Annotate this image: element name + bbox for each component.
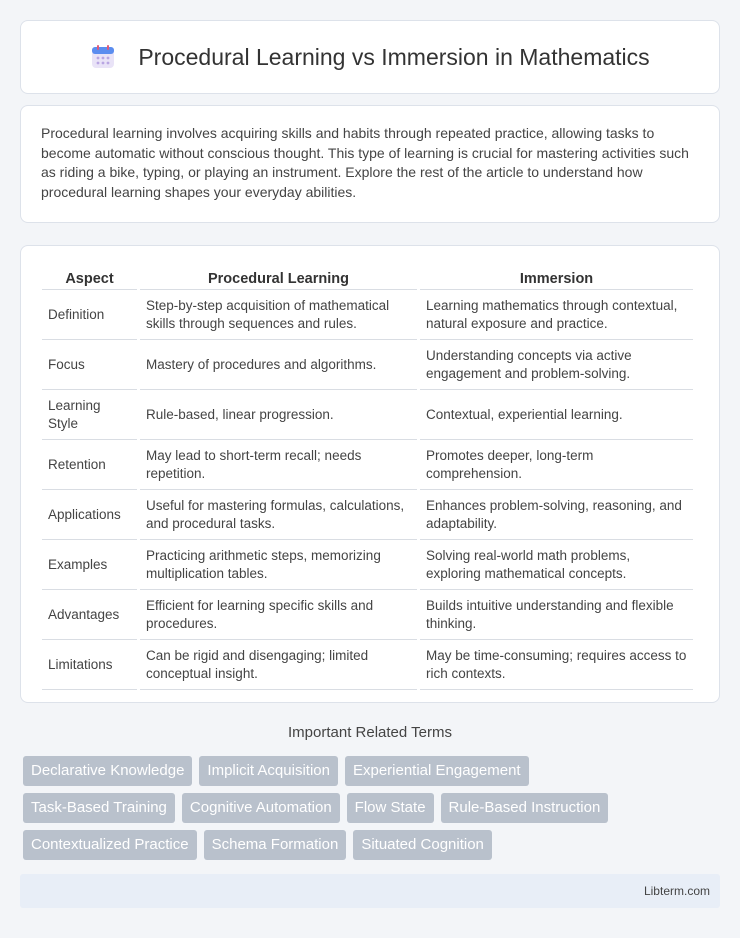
aspect-cell: Learning Style [42,390,137,440]
tag-row [23,793,723,823]
page-title: Procedural Learning vs Immersion in Mathematics [138,43,650,70]
immersion-cell: Enhances problem-solving, reasoning, and adaptability. [420,490,693,540]
table-row [42,440,693,490]
table-row [42,640,693,690]
tag-schema-formation[interactable]: Schema Formation [204,830,347,860]
tag-contextualized-practice[interactable]: Contextualized Practice [23,830,197,860]
tag-experiential-engagement[interactable]: Experiential Engagement [345,756,529,786]
aspect-cell: Applications [42,490,137,540]
table-row [42,390,693,440]
aspect-cell: Focus [42,340,137,390]
procedural-cell: Practicing arithmetic steps, memorizing multiplication tables. [140,540,417,590]
footer [20,874,720,908]
procedural-cell: Rule-based, linear progression. [140,390,417,440]
tag-cognitive-automation[interactable]: Cognitive Automation [182,793,340,823]
tag-implicit-acquisition[interactable]: Implicit Acquisition [199,756,338,786]
intro-text: Procedural learning involves acquiring skills and habits through repeated practice, allowing tasks to become automatic without conscious thought. This type of learning is crucial for mastering activities such as riding a bike, typing, or playing an instrument. Explore the rest of the article to understand how procedural learning shapes your everyday abilities. [41,125,689,200]
related-terms-title: Important Related Terms [288,724,452,741]
table-header-row [42,264,693,290]
comparison-table [39,264,696,690]
tag-flow-state[interactable]: Flow State [347,793,434,823]
intro-card [20,105,720,223]
footer-site-link[interactable]: Libterm.com [643,884,710,898]
immersion-cell: Promotes deeper, long-term comprehension. [420,440,693,490]
table-row [42,590,693,640]
immersion-cell: Learning mathematics through contextual, natural exposure and practice. [420,290,693,340]
table-row [42,340,693,390]
tag-declarative-knowledge[interactable]: Declarative Knowledge [23,756,192,786]
aspect-cell: Examples [42,540,137,590]
immersion-cell: May be time-consuming; requires access to rich contexts. [420,640,693,690]
header-card [20,20,720,94]
immersion-cell: Understanding concepts via active engagement and problem-solving. [420,340,693,390]
aspect-cell: Limitations [42,640,137,690]
table-row [42,540,693,590]
immersion-cell: Builds intuitive understanding and flexible thinking. [420,590,693,640]
procedural-cell: May lead to short-term recall; needs repetition. [140,440,417,490]
procedural-cell: Mastery of procedures and algorithms. [140,340,417,390]
aspect-cell: Definition [42,290,137,340]
immersion-cell: Solving real-world math problems, exploring mathematical concepts. [420,540,693,590]
calendar-icon [90,44,116,70]
aspect-cell: Advantages [42,590,137,640]
related-terms-tags [23,756,723,867]
table-row [42,490,693,540]
aspect-cell: Retention [42,440,137,490]
tag-situated-cognition[interactable]: Situated Cognition [353,830,492,860]
procedural-cell: Can be rigid and disengaging; limited conceptual insight. [140,640,417,690]
comparison-table-card [20,245,720,703]
header-procedural: Procedural Learning [140,264,417,290]
tag-task-based-training[interactable]: Task-Based Training [23,793,175,823]
tag-row [23,830,723,860]
tag-row [23,756,723,786]
header-immersion: Immersion [420,264,693,290]
table-row [42,290,693,340]
tag-rule-based-instruction[interactable]: Rule-Based Instruction [441,793,609,823]
procedural-cell: Useful for mastering formulas, calculations, and procedural tasks. [140,490,417,540]
procedural-cell: Efficient for learning specific skills and procedures. [140,590,417,640]
header-aspect: Aspect [42,264,137,290]
immersion-cell: Contextual, experiential learning. [420,390,693,440]
procedural-cell: Step-by-step acquisition of mathematical skills through sequences and rules. [140,290,417,340]
